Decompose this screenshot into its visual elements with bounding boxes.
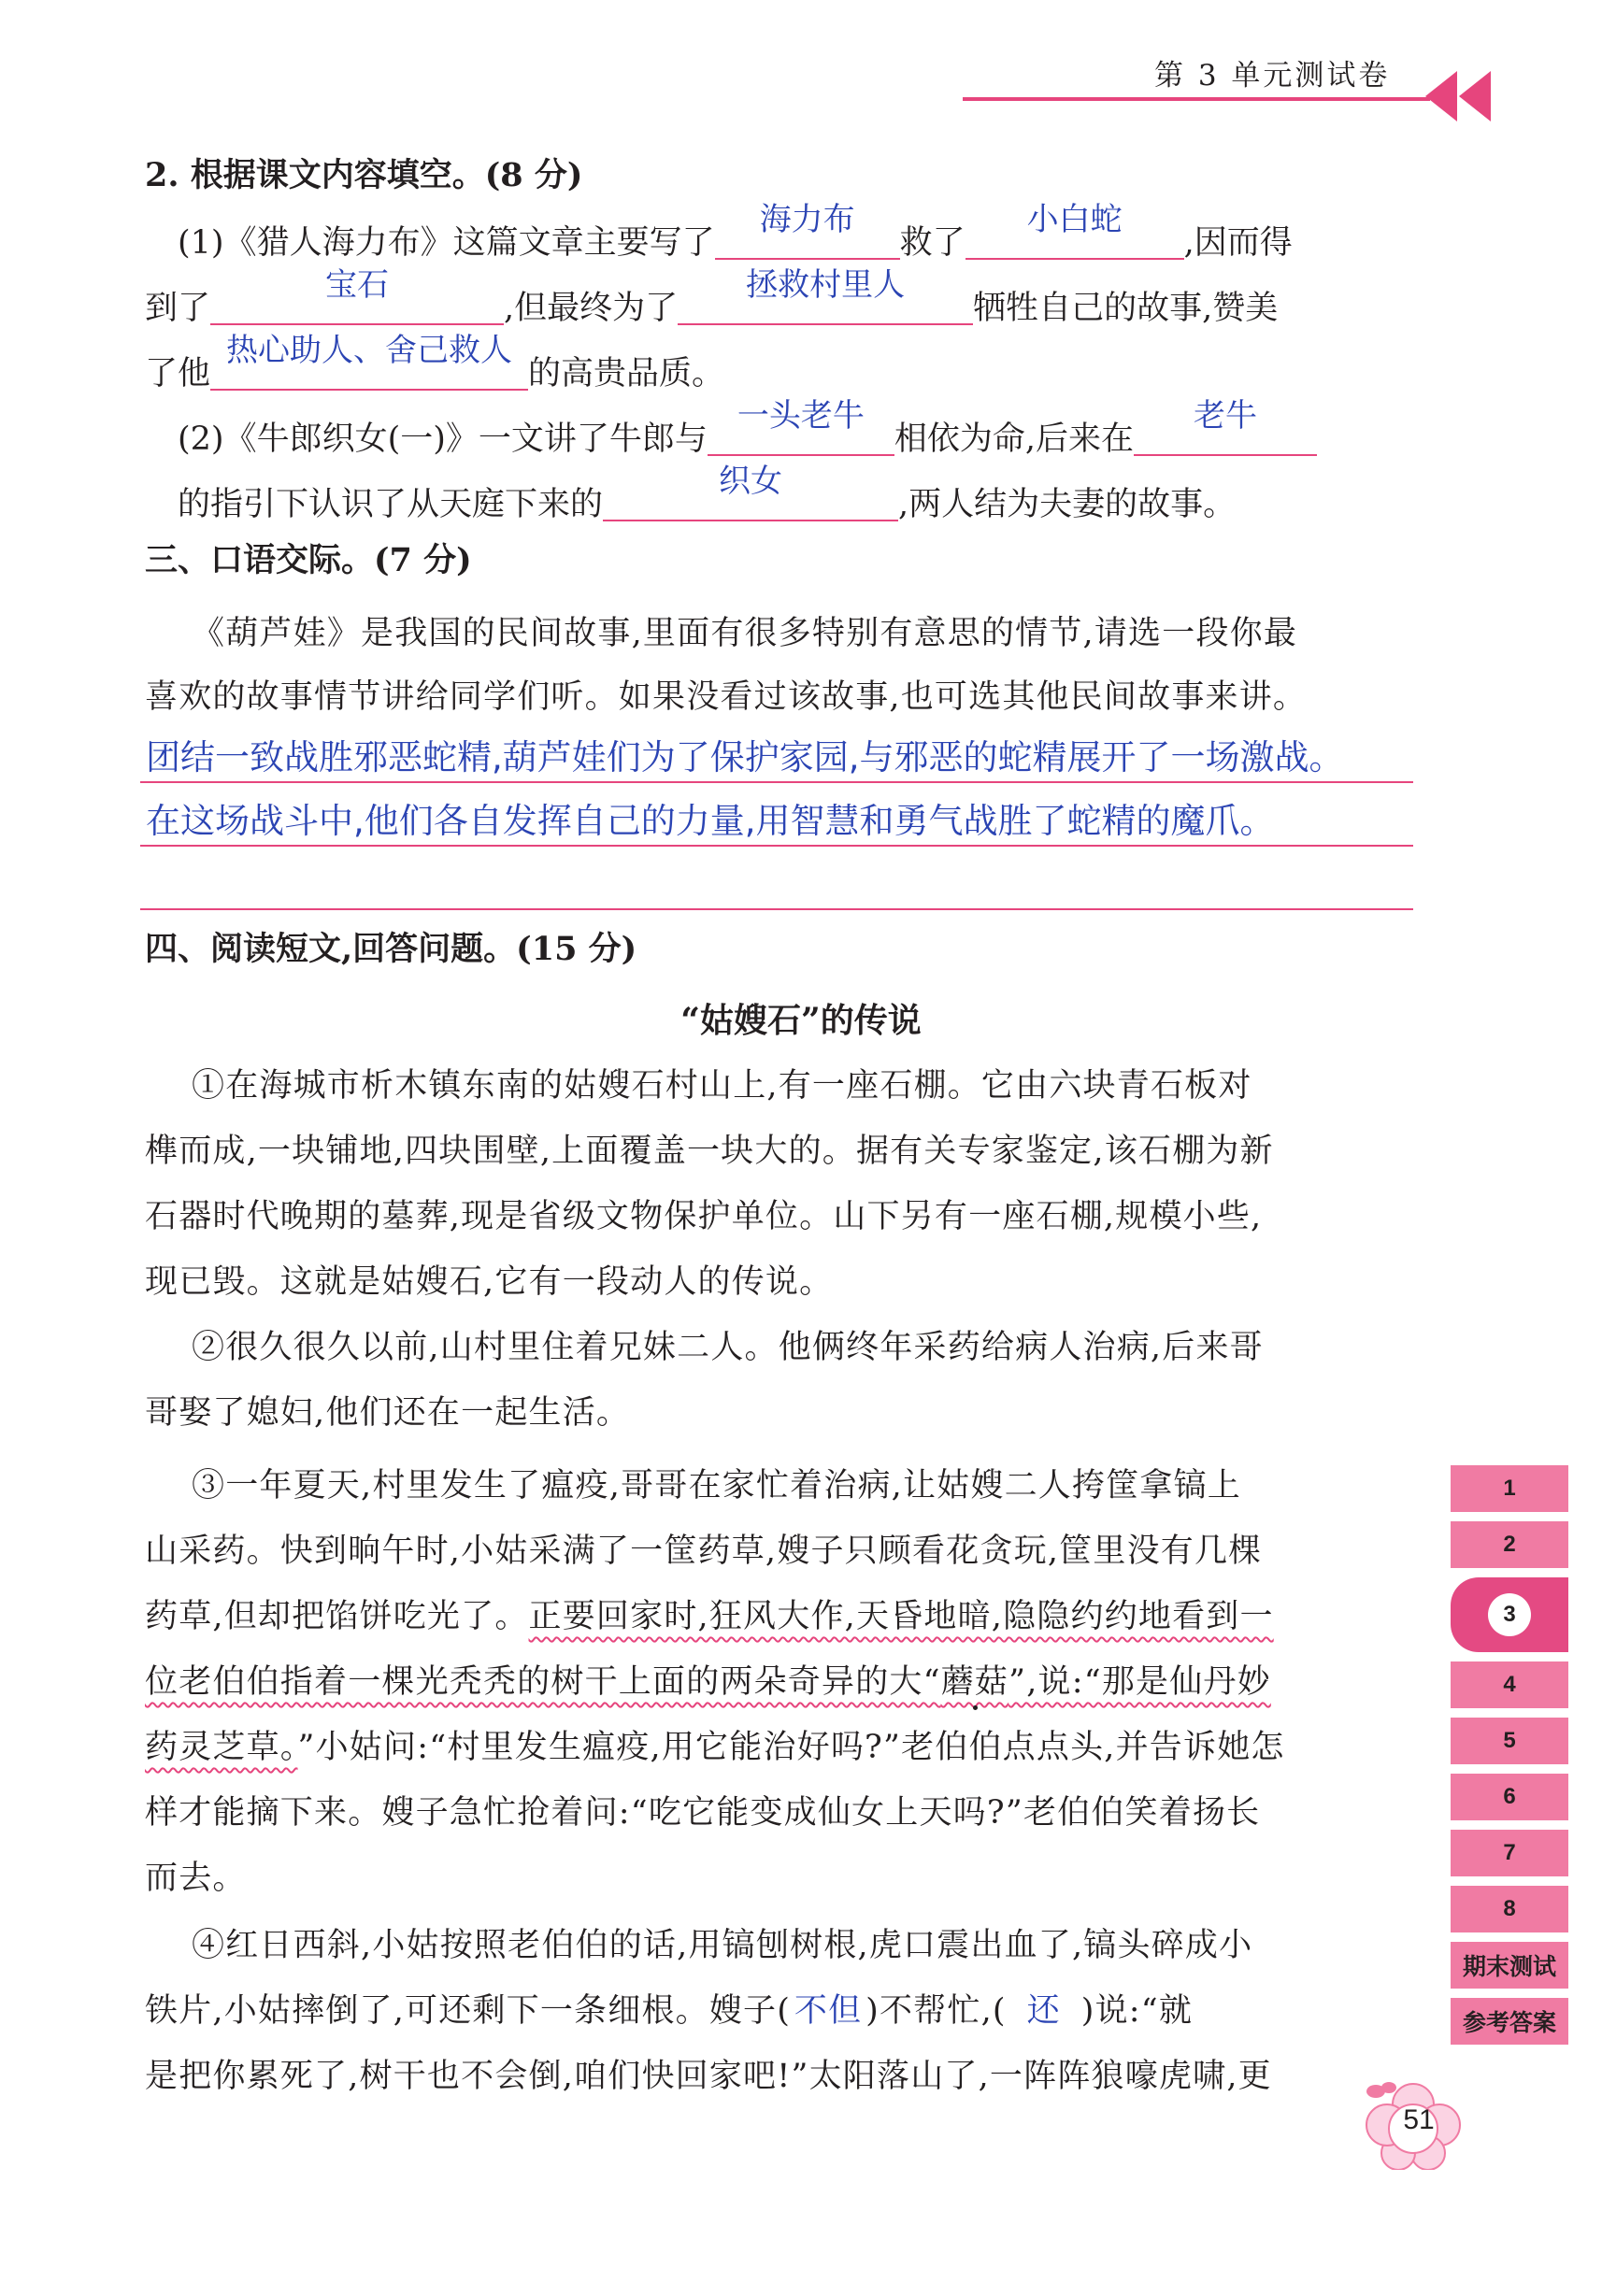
tab-final-test[interactable]: 期末测试 [1451,1942,1568,1989]
tab-unit-6[interactable]: 6 [1451,1774,1568,1820]
blank-8[interactable]: 织女 [603,478,898,521]
passage-line: 而去。 [145,1860,247,1897]
double-arrow-icon [1425,71,1491,121]
passage-line: ④红日西斜,小姑按照老伯伯的话,用镐刨树根,虎口震出血了,镐头碎成小 [192,1927,1253,1964]
emphasis-dotted-word: 蘑菇 [940,1663,1009,1701]
q2-line-4: (2)《牛郎织女(一)》一文讲了牛郎与 一头老牛 相依为命,后来在 老牛 [178,413,1317,456]
unit-tabs [1451,1465,1568,2054]
tab-unit-2[interactable]: 2 [1451,1521,1568,1568]
passage-line: 山采药。快到晌午时,小姑采满了一筐药草,嫂子只顾看花贪玩,筐里没有几棵 [145,1533,1263,1570]
passage-line: 样才能摘下来。嫂子急忙抢着问:“吃它能变成仙女上天吗?”老伯伯笑着扬长 [145,1794,1261,1832]
question-2-heading: 2. 根据课文内容填空。(8 分) [145,156,583,194]
passage-line: 哥娶了媳妇,他们还在一起生活。 [145,1394,631,1432]
q2-line-1: (1)《猎人海力布》这篇文章主要写了 海力布 救了 小白蛇 ,因而得 [178,201,1293,262]
tab-unit-7[interactable]: 7 [1451,1830,1568,1876]
underlined-sentence: 正要回家时,狂风大作,天昏地暗,隐隐约约地看到一 [528,1598,1274,1635]
passage-line: 药草,但却把馅饼吃光了。正要回家时,狂风大作,天昏地暗,隐隐约约地看到一 [145,1598,1274,1635]
passage-line: 石器时代晚期的墓葬,现是省级文物保护单位。山下另有一座石棚,规模小些, [145,1198,1263,1235]
tab-unit-1[interactable]: 1 [1451,1465,1568,1512]
answer-line-2[interactable]: 在这场战斗中,他们各自发挥自己的力量,用智慧和勇气战胜了蛇精的魔爪。 [140,785,1413,847]
section-4-heading: 四、阅读短文,回答问题。(15 分) [145,930,637,968]
tab-unit-4[interactable]: 4 [1451,1661,1568,1708]
blank-4[interactable]: 拯救村里人 [678,282,973,325]
s3-prompt-line-2: 喜欢的故事情节讲给同学们听。如果没看过该故事,也可选其他民间故事来讲。 [145,678,1308,716]
s3-prompt-line-1: 《葫芦娃》是我国的民间故事,里面有很多特别有意思的情节,请选一段你最 [192,615,1298,652]
tab-unit-8[interactable]: 8 [1451,1886,1568,1932]
blank-7[interactable]: 老牛 [1134,413,1317,456]
passage-line: 是把你累死了,树干也不会倒,咱们快回家吧!”太阳落山了,一阵阵狼嚎虎啸,更 [145,2058,1272,2095]
passage-line [145,1656,1271,1703]
blank-6[interactable]: 一头老牛 [708,413,894,456]
tab-answer-key[interactable]: 参考答案 [1451,1998,1568,2045]
passage-line: 现已毁。这就是姑嫂石,它有一段动人的传说。 [145,1263,834,1301]
passage-line: ①在海城市析木镇东南的姑嫂石村山上,有一座石棚。它由六块青石板对 [192,1067,1252,1105]
passage-line: 榫而成,一块铺地,四块围壁,上面覆盖一块大的。据有关专家鉴定,该石棚为新 [145,1133,1274,1170]
q2-line-2: 到了 宝石 ,但最终为了 拯救村里人 牺牲自己的故事,赞美 [145,266,1279,327]
tab-unit-5[interactable]: 5 [1451,1718,1568,1764]
blank-5[interactable]: 热心助人、舍己救人 [210,348,528,391]
answer-line-1[interactable]: 团结一致战胜邪恶蛇精,葫芦娃们为了保护家园,与邪恶的蛇精展开了一场激战。 [140,721,1413,783]
passage-title: “姑嫂石”的传说 [680,1001,922,1040]
paren-answer-1[interactable]: 不但 [794,1992,863,2030]
unit-title: 第 3 单元测试卷 [1154,59,1391,93]
passage-line: ②很久很久以前,山村里住着兄妹二人。他俩终年采药给病人治病,后来哥 [192,1329,1264,1366]
passage-line: ③一年夏天,村里发生了瘟疫,哥哥在家忙着治病,让姑嫂二人挎筐拿镐上 [192,1467,1241,1505]
underlined-sentence: 位老伯伯指着一棵光秃秃的树干上面的两朵奇异的大“蘑菇”,说:“那是仙丹妙 [145,1663,1271,1701]
paren-answer-2[interactable]: 还 [1026,1992,1061,2030]
passage-line: 药灵芝草。”小姑问:“村里发生瘟疫,用它能治好吗?”老伯伯点点头,并告诉她怎 [145,1729,1285,1766]
blank-3[interactable]: 宝石 [210,282,504,325]
page-number: 51 [1403,2104,1435,2135]
tab-unit-3[interactable]: 3 [1451,1577,1568,1652]
underlined-sentence: 药灵芝草。 [145,1729,298,1766]
blank-1[interactable]: 海力布 [715,217,900,260]
q2-line-5: 的指引下认识了从天庭下来的 织女 ,两人结为夫妻的故事。 [178,463,1237,523]
header-rule [963,97,1430,101]
q2-line-3: 了他 热心助人、舍己救人 的高贵品质。 [145,332,725,392]
blank-2[interactable]: 小白蛇 [965,217,1184,260]
section-3-heading: 三、口语交际。(7 分) [145,541,472,579]
answer-line-3[interactable] [140,849,1413,910]
passage-line: 铁片,小姑摔倒了,可还剩下一条细根。嫂子( 不但 )不帮忙,( 还 )说:“就 [145,1985,1193,2032]
